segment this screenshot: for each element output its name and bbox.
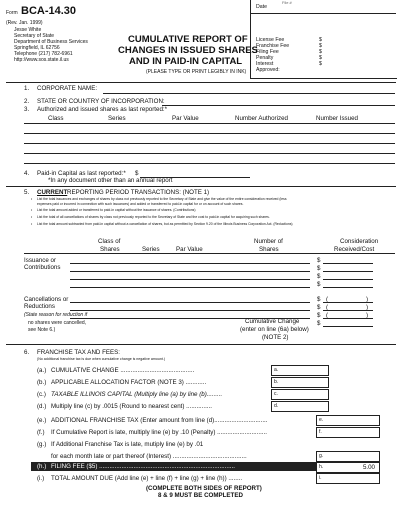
- corporate-name-field[interactable]: [103, 93, 395, 94]
- col-consideration: Consideration: [340, 238, 379, 245]
- filing-fee-value: 5.00: [362, 464, 375, 471]
- license-fee-currency: $: [319, 37, 322, 43]
- cancel-currency-3: $: [317, 312, 321, 319]
- title-line-2: CHANGES IN ISSUED SHARES: [118, 45, 258, 56]
- franchise-tax-subnote: (No additional franchise tax is due when cumulative change is negative amount.): [37, 357, 166, 361]
- line-e-field[interactable]: [316, 415, 380, 426]
- line-i-box-label: i.: [319, 475, 322, 481]
- close-paren-1: ): [366, 296, 369, 303]
- incorporation-field[interactable]: [162, 105, 395, 106]
- section-2-number: 2.: [24, 98, 30, 105]
- issuance-currency-4: $: [317, 281, 321, 288]
- bullet-contributions: List the total amount added or transferred to paid-in capital without the issuance of shares. (Contributions): [37, 208, 196, 212]
- section-4-number: 4.: [24, 170, 30, 177]
- form-revision: (Rev. Jan. 1999): [6, 20, 43, 26]
- line-h-text: FILING FEE ($5) ...............................................................................: [51, 463, 235, 470]
- issuance-row-1[interactable]: [70, 263, 310, 264]
- official-name: Jesse White: [14, 27, 42, 33]
- date-label: Date: [256, 4, 267, 10]
- authorized-shares-label: Authorized and issued shares as last reported:*: [37, 106, 168, 113]
- penalty-currency: $: [319, 55, 322, 61]
- annual-report-note: *In any document other than an annual report: [48, 177, 173, 184]
- open-paren-2: (: [326, 304, 329, 311]
- issuance-currency-2: $: [317, 265, 321, 272]
- website-url: http://www.sos.state.il.us: [14, 57, 69, 63]
- section-5-number: 5.: [24, 189, 30, 196]
- cancel-currency-2: $: [317, 304, 321, 311]
- line-g-text: If Additional Franchise Tax is late, mutiply line (e) by .01: [51, 441, 204, 448]
- issuance-row-4[interactable]: [70, 287, 310, 288]
- cancellations-label: Cancellations or: [24, 296, 69, 303]
- footer-complete-both-sides: (COMPLETE BOTH SIDES OF REPORT): [146, 485, 262, 492]
- line-g-id: (g.): [37, 441, 47, 448]
- line-f-box-label: f.: [319, 429, 322, 435]
- cancel-row-1[interactable]: [70, 302, 310, 303]
- filing-fee-currency: $: [319, 49, 322, 55]
- city-address: Springfield, IL 62756: [14, 45, 60, 51]
- line-c-box-label: c.: [274, 391, 278, 397]
- line-i-field[interactable]: [316, 473, 380, 484]
- transactions-label: REPORTING PERIOD TRANSACTIONS: (NOTE 1): [67, 189, 210, 196]
- open-paren-3: (: [326, 312, 329, 319]
- footer-must-complete: 8 & 9 MUST BE COMPLETED: [158, 492, 243, 499]
- interest-currency: $: [319, 61, 322, 67]
- col-number-issued: Number Issued: [316, 115, 358, 122]
- incorporation-label: STATE OR COUNTRY OF INCORPORATION:: [37, 98, 165, 105]
- filing-fee-label: Filing Fee: [256, 49, 279, 55]
- close-paren-3: ): [366, 312, 369, 319]
- close-paren-2: ): [366, 304, 369, 311]
- line-e-box-label: e.: [319, 417, 324, 423]
- line-d-id: (d.): [37, 403, 47, 410]
- cumulative-change-label: Cumulative Change: [245, 318, 300, 325]
- line-d-field[interactable]: [271, 401, 329, 412]
- line-a-box-label: a.: [274, 367, 279, 373]
- title-line-3: AND IN PAID-IN CAPITAL: [129, 56, 243, 67]
- line-b-box-label: b.: [274, 379, 279, 385]
- col-number-of: Number of: [254, 238, 283, 245]
- section-1-number: 1.: [24, 85, 30, 92]
- line-h-id: (h.): [37, 463, 47, 470]
- franchise-fee-label: Franchise Fee: [256, 43, 290, 49]
- line-g-box-label: g.: [319, 453, 324, 459]
- line-b-id: (b.): [37, 379, 47, 386]
- line-f-field[interactable]: [316, 427, 380, 438]
- office-name: Secretary of State: [14, 33, 55, 39]
- cumulative-change-field[interactable]: [323, 326, 373, 327]
- line-b-text: APPLICABLE ALLOCATION FACTOR (NOTE 3) ............: [51, 379, 207, 386]
- bullet-reductions: List the total amount subtracted from paid-in capital without a cancellation of shares, but as permitted by Section 9.20 of the Illinois Business Corporation Act. (Reductions): [37, 222, 293, 226]
- line-e-text: ADDITIONAL FRANCHISE TAX (Enter amount from line (d)...............................: [51, 417, 268, 424]
- contributions-label: Contributions: [24, 264, 61, 271]
- line-g-field[interactable]: [316, 451, 380, 462]
- col-received-cost: Received/Cost: [334, 246, 375, 253]
- cancel-currency-1: $: [317, 296, 321, 303]
- col-class-of: Class of: [98, 238, 121, 245]
- bullet-cancellations: List the total of all cancellations of shares by class not previously reported to the Secretary of State and the cost to paid-in capital for acquiring such shares.: [37, 215, 270, 219]
- col-class-shares: Shares: [100, 246, 120, 253]
- paid-in-capital-label: Paid-in Capital as last reported:*: [37, 170, 126, 177]
- shares-row-4[interactable]: [24, 163, 395, 164]
- file-number-label: File #: [282, 0, 292, 5]
- issuance-currency-1: $: [317, 257, 321, 264]
- paid-in-capital-currency: $: [135, 170, 139, 177]
- line-a-field[interactable]: [271, 365, 329, 376]
- open-paren-1: (: [326, 296, 329, 303]
- col-number-shares: Shares: [259, 246, 279, 253]
- cumulative-currency: $: [317, 320, 321, 327]
- issuance-currency-3: $: [317, 273, 321, 280]
- line-b-field[interactable]: [271, 377, 329, 388]
- line-a-text: CUMULATIVE CHANGE ...........................................: [51, 367, 195, 374]
- line-e-id: (e.): [37, 417, 47, 424]
- line-i-id: (i.): [37, 475, 45, 482]
- line-f-id: (f.): [37, 429, 45, 436]
- enter-on-line-label: (enter on line (6a) below): [240, 326, 309, 333]
- col-par-value-5: Par Value: [176, 246, 203, 253]
- corporate-name-label: CORPORATE NAME:: [37, 85, 98, 92]
- shares-row-1[interactable]: [24, 133, 395, 134]
- line-h-field: [316, 462, 380, 473]
- form-number: BCA-14.30: [21, 5, 77, 17]
- col-class: Class: [48, 115, 64, 122]
- shares-row-2[interactable]: [24, 143, 395, 144]
- phone-number: Telephone (217) 782-6961: [14, 51, 73, 57]
- line-i-text: TOTAL AMOUNT DUE (Add line (e) + line (f) + line (g) + line (h)) ........: [51, 475, 243, 482]
- section-3-number: 3.: [24, 106, 30, 113]
- form-prefix: Form: [6, 10, 18, 16]
- section-6-number: 6.: [24, 349, 30, 356]
- line-d-box-label: d.: [274, 403, 279, 409]
- bullet-issuances: List the total issuances and exchanges of shares by class not previously reported to the Secretary of State and give the value of the entire consideration received (less: [37, 197, 287, 201]
- print-instruction: (PLEASE TYPE OR PRINT LEGIBLY IN INK): [146, 69, 247, 75]
- issuance-row-3[interactable]: [70, 279, 310, 280]
- penalty-label: Penalty: [256, 55, 274, 61]
- department-name: Department of Business Services: [14, 39, 88, 45]
- franchise-fee-currency: $: [319, 43, 322, 49]
- bullet-issuances-cont: expenses paid or incurred in connection with such issuances) and added or transferred to paid-in capital for or on account of such shares.: [37, 202, 244, 206]
- col-number-authorized: Number Authorized: [235, 115, 288, 122]
- line-c-text: TAXABLE ILLINOIS CAPITAL (Multiply line (a) by line (b).........: [51, 391, 223, 398]
- no-shares-note: no shares were cancelled,: [28, 320, 87, 326]
- line-c-id: (c.): [37, 391, 46, 398]
- line-g-text-cont: for each month late or part thereof (Interest) ...........................................: [51, 453, 247, 460]
- interest-label: Interest: [256, 61, 274, 67]
- col-series: Series: [108, 115, 126, 122]
- note-2-label: (NOTE 2): [262, 334, 289, 341]
- col-par-value: Par Value: [172, 115, 199, 122]
- title-line-1: CUMULATIVE REPORT OF: [128, 34, 248, 45]
- franchise-tax-label: FRANCHISE TAX AND FEES:: [37, 349, 120, 356]
- line-f-text: If Cumulative Report is late, multiply line (e) by .10 (Penalty) .............................: [51, 429, 267, 436]
- see-note-6: see Note 6.): [28, 327, 56, 333]
- reductions-label: Reductions: [24, 303, 55, 310]
- approved-label: Approved:: [256, 67, 280, 73]
- issuance-label: Issuance or: [24, 257, 56, 264]
- shares-row-3[interactable]: [24, 153, 395, 154]
- license-fee-label: License Fee: [256, 37, 285, 43]
- line-a-id: (a.): [37, 367, 47, 374]
- line-d-text: Multiply line (c) by .0015 (Round to nearest cent) ...............: [51, 403, 212, 410]
- cancel-row-2[interactable]: [70, 310, 310, 311]
- col-series-5: Series: [142, 246, 160, 253]
- issuance-row-2[interactable]: [70, 271, 310, 272]
- current-label: CURRENT: [37, 189, 68, 196]
- line-h-box-label: h.: [319, 464, 324, 470]
- state-reason-note: (State reason for reduction if: [24, 312, 88, 318]
- line-c-field[interactable]: [271, 389, 329, 400]
